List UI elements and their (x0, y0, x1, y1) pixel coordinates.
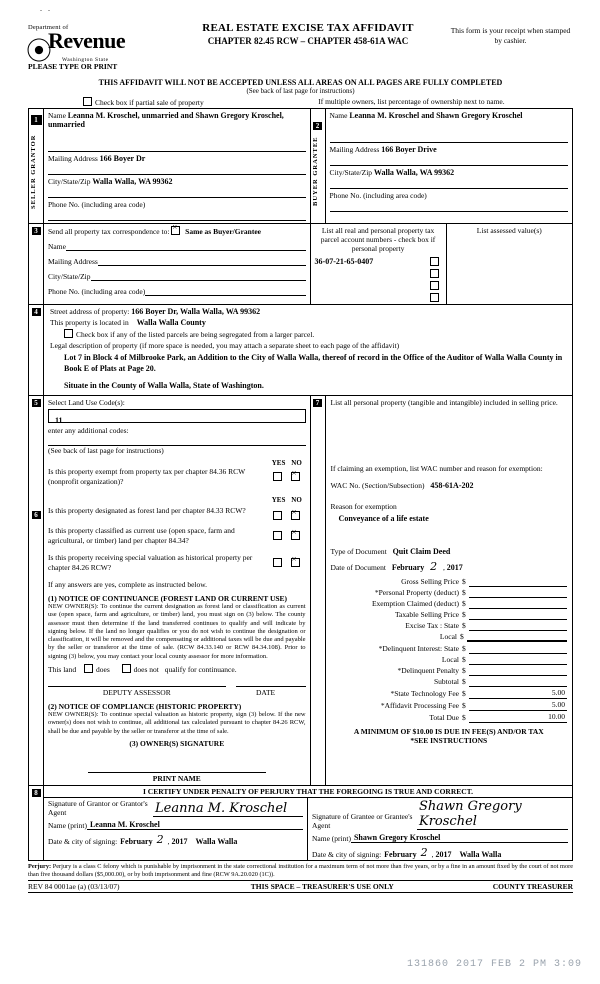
exempt-no-checkbox[interactable] (291, 472, 300, 481)
corr-mailing-input[interactable] (98, 257, 306, 266)
does-not-label: does not (133, 665, 159, 675)
perjury-text: Perjury is a class C felony which is punishable by imprisonment in the state correctional institution for a maximum term of not more than five years, or by a fine in an amount fixed by the court of not more than five thousand dollars ($5,000.00), or by both imprisonment and fine (RCW 9A.20.020 (1C)). (28, 862, 573, 878)
doc-date-month[interactable]: February (391, 563, 425, 572)
grantee-sign-block (308, 798, 572, 860)
seller-side-label (29, 109, 44, 224)
delinquent-penalty-value[interactable] (469, 675, 567, 676)
legal-description-label: Legal description of property (if more space is needed, you may attach a separate sheet to each page of the affidavit) (50, 341, 400, 350)
parcel-2-personal-checkbox[interactable] (430, 269, 439, 278)
county-treasurer-label: COUNTY TREASURER (492, 882, 573, 892)
revenue-swirl-icon: ⦿ (26, 37, 53, 66)
grantor-date-year[interactable]: 2017 (171, 836, 188, 846)
forest-land-question: Is this property designated as forest land per chapter 84.33 RCW? (48, 506, 246, 515)
excise-state-label: Excise Tax : State (405, 621, 459, 630)
reason-value[interactable]: Conveyance of a life estate (338, 514, 429, 523)
does-checkbox[interactable] (84, 664, 93, 673)
grantee-signature[interactable]: Shawn Gregory Kroschel (417, 799, 568, 830)
buyer-city-label: City/State/Zip (329, 168, 373, 177)
seller-name-label: Name (48, 111, 66, 120)
revision-code: REV 84 0001ae (a) (03/13/07) (28, 882, 120, 892)
section-1-number: 1 (31, 115, 42, 125)
street-address-label: Street address of property: (50, 307, 130, 316)
grantor-date-month[interactable]: February (120, 836, 153, 846)
type-print-note: PLEASE TYPE OR PRINT (28, 62, 118, 71)
notice-compliance-heading: (2) NOTICE OF COMPLIANCE (HISTORIC PROPERTY) (48, 702, 242, 712)
doc-date-day[interactable]: 2 (430, 560, 438, 573)
parcel-3-personal-checkbox[interactable] (430, 281, 439, 290)
s5-no-header: NO (291, 459, 302, 467)
see-instructions-note: *SEE INSTRUCTIONS (410, 736, 488, 745)
corr-mailing-label: Mailing Address (48, 257, 98, 266)
perjury-note (28, 863, 573, 878)
affidavit-fee-label: *Affidavit Processing Fee (380, 701, 459, 710)
revenue-wordmark: Revenue (48, 28, 126, 53)
situate-value[interactable]: Situate in the County of Walla Walla, State of Washington. (64, 381, 264, 390)
parcel-1-personal-checkbox[interactable] (430, 257, 439, 266)
current-use-yes-checkbox[interactable] (273, 531, 282, 540)
gross-price-label: Gross Selling Price (401, 577, 459, 586)
buyer-name-label: Name (329, 111, 348, 120)
grantor-sign-block (44, 798, 308, 860)
section-5-number: 5 (32, 399, 41, 407)
corr-phone-input[interactable] (145, 287, 305, 296)
doc-date-label: Date of Document (330, 563, 386, 572)
certify-statement: I CERTIFY UNDER PENALTY OF PERJURY THAT THE FOREGOING IS TRUE AND CORRECT. (44, 786, 572, 798)
parcel-4-personal-checkbox[interactable] (430, 293, 439, 302)
buyer-mailing-value[interactable]: 166 Boyer Drive (381, 145, 437, 154)
section-7-num-cell (310, 396, 325, 785)
seller-city-label: City/State/Zip (48, 177, 91, 186)
doc-date-year[interactable]: 2017 (446, 563, 463, 572)
tax-block: List all personal property (tangible and intangible) included in selling price. If claiming an exemption, list WAC number and reason for exemption: WAC No. (Section/Subsection) 458-61A-202 Reason for exemption Conveyance of a life estate Type of Document Quit Claim Deed Date of Document February 2 , 2017 Gross Selling Price $ *Personal Property (deduct) $ Exemption Claimed (deduct) $ Taxable Selling Price $ Excise Tax : State $ Local $ *Delinquent Interest: State $ Local $ *Delinquent Penalty $ Subtotal $ *State Technology Fee $ 5.00 *Affidavit Processing Fee $ 5.00 Total Due $ 10.00 A MINIMUM OF $10.00 IS DUE IN FEE(S) AND/OR TAX *SEE INSTRUCTIONS (330, 398, 565, 745)
exemption-claimed-value[interactable] (469, 608, 567, 609)
corr-city-label: City/State/Zip (48, 272, 91, 281)
s6-no-header: NO (291, 496, 302, 504)
state-tech-fee-label: *State Technology Fee (390, 689, 459, 698)
seller-name-value[interactable]: Leanna M. Kroschel, unmarried and Shawn Gregory Kroschel, unmarried (48, 111, 284, 129)
grantee-date-month[interactable]: February (384, 849, 417, 859)
subtotal-label: Subtotal (433, 677, 459, 686)
exempt-question: Is this property exempt from property tax per chapter 84.36 RCW (nonprofit organization)? (48, 467, 246, 486)
see-back-note: (See back of last page for instructions) (246, 87, 355, 95)
notice-continuance-heading: (1) NOTICE OF CONTINUANCE (FOREST LAND OR CURRENT USE) (48, 594, 288, 603)
delinquent-interest-local-label: Local (441, 655, 459, 664)
parcel-header: List all real and personal property tax parcel account numbers - check box if personal property (320, 226, 436, 253)
corr-name-label: Name (48, 242, 66, 251)
partial-sale-check[interactable] (28, 97, 318, 107)
does-label: does (96, 665, 110, 675)
affidavit-fee-value[interactable]: 5.00 (469, 699, 567, 711)
current-use-question: Is this property classified as current use (open space, farm and agricultural, or timber) land per chapter 84.34? (48, 526, 235, 545)
punch-marks: .. (40, 4, 56, 13)
land-use-code-value: 11 (55, 416, 63, 425)
section-3-number: 3 (32, 227, 41, 235)
parties-table (28, 108, 573, 224)
delinquent-interest-local-value[interactable] (469, 664, 567, 665)
form-title-block (168, 22, 448, 46)
agency-logo (26, 24, 148, 66)
property-table (28, 305, 573, 396)
seller-city-value[interactable]: Walla Walla, WA 99362 (92, 177, 173, 186)
minimum-due-note: A MINIMUM OF $10.00 IS DUE IN FEE(S) AND/OR TAX (353, 727, 544, 736)
historic-no-checkbox[interactable] (291, 558, 300, 567)
street-address-value[interactable]: 166 Boyer Dr, Walla Walla, WA 99362 (131, 307, 261, 316)
section-7-number: 7 (313, 399, 322, 407)
seller-block (44, 109, 311, 224)
forest-yes-checkbox[interactable] (273, 511, 282, 520)
county-label: This property is located in (50, 318, 129, 327)
buyer-mailing-label: Mailing Address (329, 145, 380, 154)
grantor-date-label: Date & city of signing: (48, 836, 118, 846)
personal-prop-deduct-label: *Personal Property (deduct) (374, 588, 459, 597)
deputy-assessor-label: DEPUTY ASSESSOR (102, 688, 171, 698)
grantee-date-comma: , (431, 849, 434, 859)
property-block (44, 305, 573, 396)
delinquent-interest-state-value[interactable] (469, 653, 567, 654)
exemption-claimed-label: Exemption Claimed (deduct) (371, 599, 459, 608)
gross-price-value[interactable] (469, 586, 567, 587)
s6-yes-header: YES (271, 496, 286, 504)
exemption-label: If claiming an exemption, list WAC number and reason for exemption: (330, 464, 543, 473)
form-subtitle: CHAPTER 82.45 RCW – CHAPTER 458-61A WAC (207, 36, 409, 46)
excise-local-value[interactable] (467, 640, 567, 642)
grantee-sign-label: Signature of Grantee or Grantee's Agent (312, 811, 413, 830)
qualify-label: qualify for continuance. (164, 665, 237, 675)
grantee-print-name[interactable]: Shawn Gregory Kroschel (351, 833, 568, 843)
dept-label: Department of (28, 24, 69, 31)
notice-compliance-text: NEW OWNER(S): To continue special valuation as historic property, sign (3) below. If the new owner(s) does not wish to continue, all additional tax calculated pursuant to chapter 84.26 RCW, shall be due and payable by the seller or transferor at the time of sale. (48, 711, 306, 735)
if-any-yes-note: If any answers are yes, complete as instructed below. (48, 580, 208, 589)
partial-sale-row (28, 97, 573, 107)
grantee-date-day[interactable]: 2 (420, 845, 428, 859)
grantee-print-label: Name (print) (312, 833, 351, 843)
additional-codes-label: enter any additional codes: (48, 426, 129, 435)
parcel-4[interactable] (315, 293, 430, 302)
assessor-date-line[interactable] (236, 686, 306, 687)
land-use-see-back: (See back of last page for instructions) (48, 446, 164, 455)
section-8-num-cell (29, 786, 44, 861)
section-3-num-cell (29, 224, 44, 305)
buyer-side-label (310, 109, 325, 224)
excise-local-label: Local (439, 632, 457, 641)
same-as-buyer-checkbox[interactable] (171, 226, 180, 235)
county-value[interactable]: Walla Walla County (136, 318, 206, 327)
taxable-price-value[interactable] (469, 619, 567, 620)
grantee-city[interactable]: Walla Walla (459, 849, 502, 859)
current-use-no-checkbox[interactable] (291, 531, 300, 540)
corr-name-input[interactable] (66, 242, 306, 251)
delinquent-penalty-label: *Delinquent Penalty (397, 666, 459, 675)
doc-type-value[interactable]: Quit Claim Deed (392, 547, 451, 556)
assessor-date-label: DATE (255, 688, 276, 698)
partial-sale-label: Check box if partial sale of property (95, 98, 204, 107)
historic-yes-checkbox[interactable] (273, 558, 282, 567)
checkbox-icon[interactable] (83, 97, 92, 106)
grantor-date-comma: , (167, 836, 170, 846)
buyer-name-value[interactable]: Leanna M. Kroschel and Shawn Gregory Kroschel (349, 111, 523, 120)
doc-date-comma: , (443, 563, 445, 572)
land-use-label: Select Land Use Code(s): (48, 398, 125, 407)
forest-no-checkbox[interactable] (291, 511, 300, 520)
grantor-print-label: Name (print) (48, 820, 87, 830)
grantor-signature[interactable]: Leanna M. Kroschel (153, 801, 303, 817)
buyer-block (325, 109, 572, 224)
parcel-1[interactable]: 36-07-21-65-0407 (314, 257, 374, 266)
owner-signature-line[interactable] (88, 762, 266, 773)
land-use-code-input[interactable] (48, 409, 306, 423)
state-label: Washington State (62, 57, 109, 63)
grantor-date-day[interactable]: 2 (156, 832, 164, 846)
reason-label: Reason for exemption (330, 502, 397, 511)
grantee-date-year[interactable]: 2017 (435, 849, 452, 859)
form-header (28, 18, 573, 80)
s5-yes-header: YES (271, 459, 286, 467)
wac-label: WAC No. (Section/Subsection) (330, 481, 425, 490)
segregated-checkbox[interactable] (64, 329, 73, 338)
taxable-price-label: Taxable Selling Price (394, 610, 459, 619)
receipt-stamp: 131860 2017 FEB 2 PM 3:09 (406, 959, 582, 970)
buyer-city-value[interactable]: Walla Walla, WA 99362 (373, 168, 455, 177)
section-8-number: 8 (32, 789, 41, 797)
multiple-owners-note: If multiple owners, list percentage of ownership next to name. (318, 97, 505, 106)
total-due-value[interactable]: 10.00 (469, 711, 567, 723)
deputy-assessor-sign-line[interactable] (48, 686, 226, 687)
buyer-phone-label: Phone No. (including area code) (329, 191, 427, 200)
segregated-label: Check box if any of the listed parcels are being segregated from a larger parcel. (76, 330, 315, 339)
does-not-checkbox[interactable] (122, 664, 131, 673)
accept-warning: THIS AFFIDAVIT WILL NOT BE ACCEPTED UNLESS ALL AREAS ON ALL PAGES ARE FULLY COMPLETED (98, 78, 503, 87)
form-title: REAL ESTATE EXCISE TAX AFFIDAVIT (202, 22, 414, 34)
section-2-number: 2 (313, 122, 322, 130)
parcel-2[interactable] (315, 269, 430, 278)
excise-state-value[interactable] (469, 630, 567, 631)
certification-block (44, 786, 573, 861)
parcel-block (310, 224, 446, 305)
corr-phone-label: Phone No. (including area code) (48, 287, 146, 296)
lower-table (28, 396, 573, 786)
correspondence-table (28, 224, 573, 305)
section-6-number: 6 (32, 511, 41, 519)
treasurer-space-label: THIS SPACE – TREASURER'S USE ONLY (250, 882, 394, 892)
legal-description-value[interactable]: Lot 7 in Block 4 of Milbrooke Park, an Addition to the City of Walla Walla, thereof of record in the Office of the Auditor of Walla Walla County in Book E of Plats at Page 20. (64, 353, 563, 373)
wac-value[interactable]: 458-61A-202 (430, 481, 474, 490)
notice-continuance-text: NEW OWNER(S): To continue the current designation as forest land or classification as current use (open space, farm and agriculture, or timber) land, you must sign on (3) below. The county assessor must then determine if the land transferred continues to qualify and will indicate by signing below. If the land no longer qualifies or you do not wish to continue the designation or classification, it will be removed and the compensating or additional taxes will be due and payable by the seller or transferor at the time of sale. (RCW 84.33.140 or RCW 84.34.108). Prior to signing (3) below, you may contact your local county assessor for more information. (48, 603, 306, 660)
owner-signature-heading: (3) OWNER(S) SIGNATURE (129, 738, 225, 748)
assessed-block (446, 224, 572, 305)
landuse-block (44, 396, 311, 785)
state-tech-fee-value[interactable]: 5.00 (469, 687, 567, 699)
personal-property-label: List all personal property (tangible and intangible) included in selling price. (330, 398, 558, 407)
certification-table (28, 786, 573, 861)
grantee-date-label: Date & city of signing: (312, 849, 382, 859)
seller-mailing-label: Mailing Address (48, 154, 98, 163)
affidavit-form (28, 18, 573, 893)
send-correspondence-label: Send all property tax correspondence to: (48, 227, 170, 236)
exempt-yes-checkbox[interactable] (273, 472, 282, 481)
this-land-label: This land (48, 665, 77, 675)
total-due-label: Total Due (429, 713, 459, 722)
seller-phone-label: Phone No. (including area code) (48, 200, 146, 209)
corr-city-input[interactable] (91, 272, 306, 281)
delinquent-interest-state-label: *Delinquent Interest: State (378, 644, 459, 653)
historic-question: Is this property receiving special valuation as historical property per chapter 84.26 RCW? (48, 553, 253, 572)
section-4-number: 4 (32, 308, 41, 316)
grantor-city[interactable]: Walla Walla (195, 836, 238, 846)
grantor-print-name[interactable]: Leanna M. Kroschel (87, 820, 303, 830)
section-4-num-cell (29, 305, 44, 396)
doc-type-label: Type of Document (330, 547, 387, 556)
perjury-label: Perjury: (28, 862, 52, 870)
parcel-3[interactable] (315, 281, 430, 290)
seller-mailing-value[interactable]: 166 Boyer Dr (99, 154, 146, 163)
print-name-label: PRINT NAME (152, 773, 201, 783)
seller-vertical-label: SELLER GRANTOR (30, 134, 37, 210)
personal-prop-deduct-value[interactable] (469, 597, 567, 598)
buyer-vertical-label: BUYER GRANTEE (311, 136, 319, 206)
same-as-buyer-label: Same as Buyer/Grantee (185, 227, 261, 236)
receipt-note: This form is your receipt when stamped by cashier. (450, 26, 571, 45)
section-5-num-cell (29, 396, 44, 785)
assessed-header: List assessed value(s) (476, 226, 542, 235)
correspondence-block (44, 224, 311, 305)
grantor-sign-label: Signature of Grantor or Grantor's Agent (48, 798, 148, 817)
